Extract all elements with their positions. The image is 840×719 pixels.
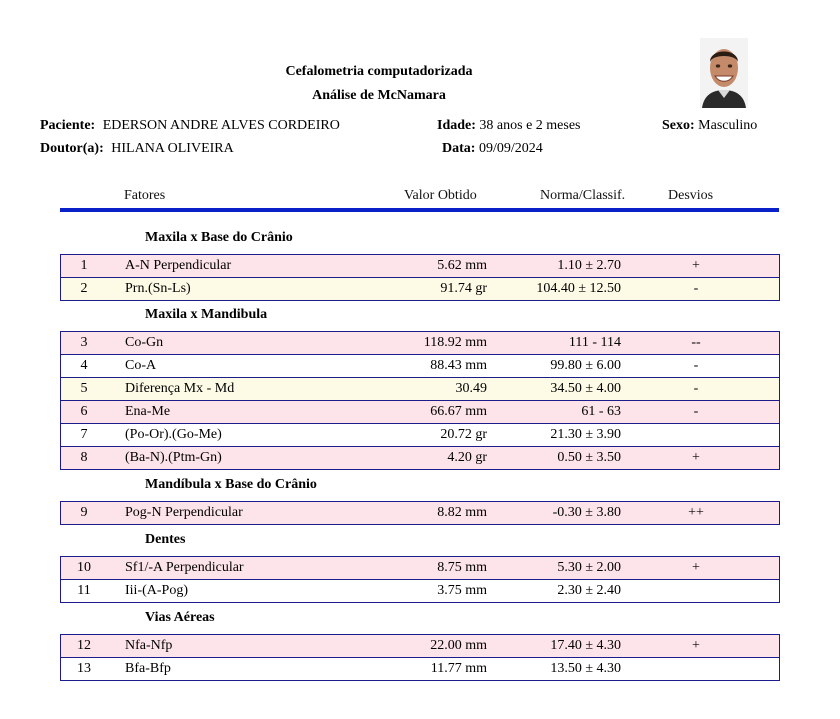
row-value: 88.43 mm — [430, 358, 487, 373]
row-factor: Diferença Mx - Md — [125, 381, 235, 396]
row-number: 7 — [80, 427, 88, 442]
row-deviation: + — [692, 450, 700, 465]
row-norm: 21.30 ± 3.90 — [550, 427, 621, 442]
row-number: 3 — [80, 335, 88, 350]
row-factor: Co-Gn — [125, 335, 164, 350]
table-row — [61, 277, 779, 300]
doctor-label: Doutor(a): — [40, 141, 104, 156]
row-deviation: + — [692, 638, 700, 653]
row-norm: 34.50 ± 4.00 — [550, 381, 621, 396]
row-number: 2 — [80, 281, 88, 296]
section-table — [60, 501, 780, 525]
doctor-name: HILANA OLIVEIRA — [111, 141, 234, 156]
sex-label: Sexo: — [662, 118, 695, 133]
row-number: 11 — [77, 583, 91, 598]
table-row — [61, 332, 779, 354]
column-header-value: Valor Obtido — [404, 188, 477, 203]
section-table — [60, 254, 780, 301]
table-row — [61, 635, 779, 657]
row-deviation: -- — [691, 335, 701, 350]
row-factor: Pog-N Perpendicular — [125, 505, 243, 520]
table-row — [61, 354, 779, 377]
row-deviation: + — [692, 258, 700, 273]
patient-name: EDERSON ANDRE ALVES CORDEIRO — [102, 118, 340, 133]
section-table — [60, 634, 780, 681]
row-factor: Bfa-Bfp — [125, 661, 171, 676]
section-table — [60, 556, 780, 603]
row-deviation: + — [692, 560, 700, 575]
header-divider — [60, 208, 779, 212]
row-value: 30.49 — [455, 381, 487, 396]
section-title: Mandíbula x Base do Crânio — [145, 477, 317, 492]
row-factor: Prn.(Sn-Ls) — [125, 281, 191, 296]
section-title: Maxila x Base do Crânio — [145, 230, 293, 245]
row-value: 91.74 gr — [440, 281, 487, 296]
row-number: 13 — [77, 661, 91, 676]
row-deviation: - — [693, 281, 699, 296]
table-row — [61, 446, 779, 469]
report-subtitle: Análise de McNamara — [312, 88, 446, 103]
row-factor: Iii-(A-Pog) — [125, 583, 188, 598]
row-deviation: - — [693, 404, 699, 419]
row-deviation: ++ — [688, 505, 704, 520]
row-norm: 1.10 ± 2.70 — [557, 258, 621, 273]
section-table — [60, 331, 780, 470]
row-value: 8.82 mm — [437, 505, 487, 520]
row-norm: 5.30 ± 2.00 — [557, 560, 621, 575]
row-value: 5.62 mm — [437, 258, 487, 273]
row-factor: (Ba-N).(Ptm-Gn) — [125, 450, 222, 465]
patient-label: Paciente: — [40, 118, 96, 133]
column-header-norm: Norma/Classif. — [540, 188, 626, 203]
sex-field — [662, 118, 757, 134]
row-number: 10 — [77, 560, 91, 575]
row-value: 11.77 mm — [430, 661, 487, 676]
row-factor: Ena-Me — [125, 404, 171, 419]
age-field — [437, 118, 581, 134]
row-factor: A-N Perpendicular — [125, 258, 232, 273]
column-header-deviation: Desvios — [668, 188, 714, 203]
date-field — [442, 141, 543, 157]
row-norm: 111 - 114 — [568, 335, 621, 350]
date-label: Data: — [442, 141, 476, 156]
age-label: Idade: — [437, 118, 476, 133]
table-row — [61, 557, 779, 579]
age-value: 38 anos e 2 meses — [479, 118, 581, 133]
row-value: 20.72 gr — [440, 427, 487, 442]
row-number: 8 — [80, 450, 88, 465]
row-number: 4 — [80, 358, 88, 373]
date-value: 09/09/2024 — [478, 141, 543, 156]
row-number: 6 — [80, 404, 88, 419]
section-title: Dentes — [145, 532, 186, 547]
row-number: 12 — [77, 638, 91, 653]
row-value: 22.00 mm — [430, 638, 487, 653]
row-number: 1 — [80, 258, 88, 273]
row-value: 8.75 mm — [437, 560, 487, 575]
table-row — [61, 423, 779, 446]
column-header-factors: Fatores — [124, 188, 166, 203]
table-row — [61, 657, 779, 680]
row-factor: Co-A — [125, 358, 157, 373]
row-norm: -0.30 ± 3.80 — [552, 505, 621, 520]
report-title: Cefalometria computadorizada — [285, 64, 473, 79]
row-norm: 99.80 ± 6.00 — [550, 358, 621, 373]
row-factor: Sf1/-A Perpendicular — [125, 560, 244, 575]
row-factor: Nfa-Nfp — [125, 638, 173, 653]
row-value: 3.75 mm — [437, 583, 487, 598]
row-number: 9 — [80, 505, 88, 520]
row-norm: 0.50 ± 3.50 — [557, 450, 621, 465]
patient-field — [40, 118, 340, 134]
row-norm: 61 - 63 — [581, 404, 621, 419]
section-title: Vias Aéreas — [145, 610, 215, 625]
table-row — [61, 255, 779, 277]
table-row — [61, 400, 779, 423]
sex-value: Masculino — [698, 118, 758, 133]
patient-photo-image — [700, 38, 748, 108]
row-value: 4.20 gr — [447, 450, 487, 465]
row-value: 118.92 mm — [423, 335, 487, 350]
table-row — [61, 377, 779, 400]
patient-photo — [700, 38, 748, 108]
table-row — [61, 502, 779, 524]
row-factor: (Po-Or).(Go-Me) — [125, 427, 222, 442]
row-deviation: - — [693, 381, 699, 396]
row-number: 5 — [80, 381, 88, 396]
row-value: 66.67 mm — [430, 404, 487, 419]
row-deviation: - — [693, 358, 699, 373]
section-title: Maxila x Mandibula — [145, 307, 268, 322]
row-norm: 17.40 ± 4.30 — [550, 638, 621, 653]
table-row — [61, 579, 779, 602]
doctor-field — [40, 141, 234, 157]
row-norm: 104.40 ± 12.50 — [536, 281, 621, 296]
row-norm: 13.50 ± 4.30 — [550, 661, 621, 676]
row-norm: 2.30 ± 2.40 — [557, 583, 621, 598]
